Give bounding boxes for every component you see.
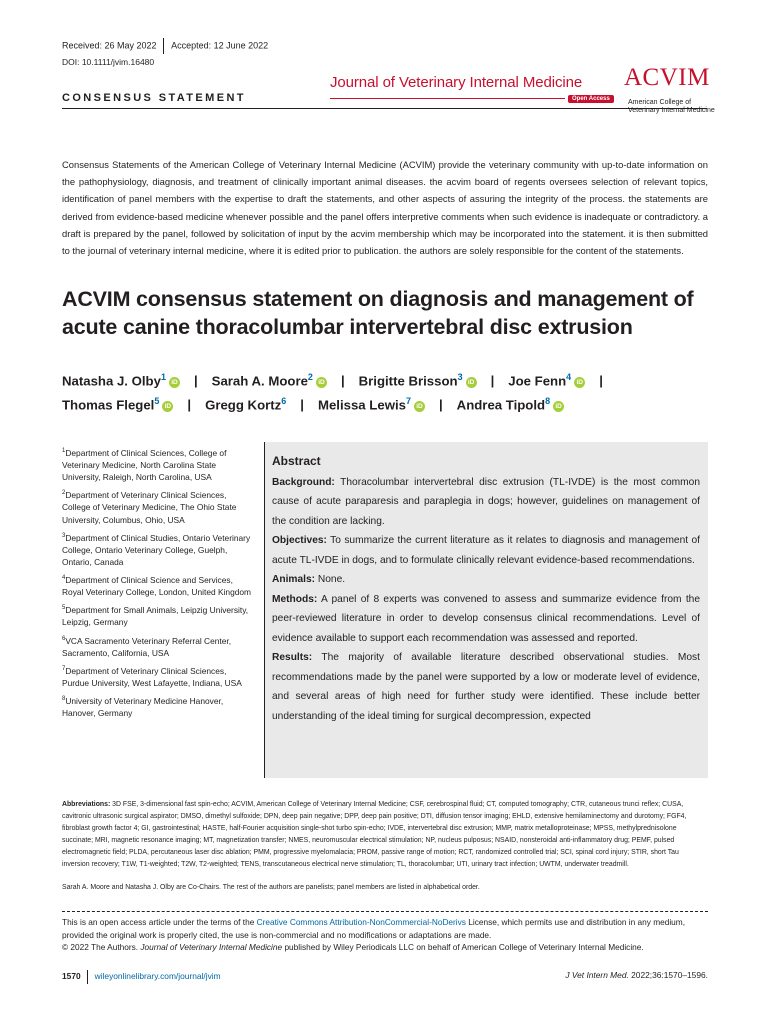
header-divider xyxy=(62,108,707,109)
author[interactable]: Gregg Kortz$^6$ xyxy=(205,396,287,413)
journal-name: Journal of Veterinary Internal Medicine xyxy=(330,74,583,91)
affiliation: $^8$University of Veterinary Medicine Hanover, Hanover, Germany xyxy=(62,695,224,719)
orcid-icon[interactable]: iD xyxy=(414,401,425,412)
author-separator: | xyxy=(193,373,198,389)
author-line-2 xyxy=(62,396,564,412)
article-title: ACVIM consensus statement on diagnosis and management of acute canine thoracolumbar intervertebral disc extrusion xyxy=(62,287,694,339)
orcid-icon[interactable]: iD xyxy=(169,377,180,388)
affiliations xyxy=(62,445,252,723)
journal-underline xyxy=(330,98,565,99)
license-notice: This is an open access article under the terms of the Creative Commons Attribution-NonCommercial-NoDerivs License, which permits use and distribution in any medium, provided the original work is properly cited, the use is non-commercial and no modifications or adaptations are made. © 2022 The Authors. Journal of Veterinary Internal Medicine published by Wiley Periodicals LLC on behalf of American College of Veterinary Internal Medicine. xyxy=(62,917,686,952)
author[interactable]: Sarah A. Moore$^2$iD xyxy=(212,372,327,388)
license-divider xyxy=(62,911,708,912)
author[interactable]: Natasha J. Olby$^1$iD xyxy=(62,372,180,388)
cochairs-note: Sarah A. Moore and Natasha J. Olby are Co-Chairs. The rest of the authors are panelists; panel members are listed in alphabetical order. xyxy=(62,884,480,891)
author-separator: | xyxy=(300,397,304,413)
abstract-background-section: Background: Thoracolumbar intervertebral disc extrusion (TL-IVDE) is the most common cause of acute paraparesis and paraplegia in dogs; however, guidelines on management of the condition are lacking. xyxy=(272,476,700,527)
author[interactable]: Thomas Flegel$^5$iD xyxy=(62,396,173,412)
author-separator: | xyxy=(438,397,443,413)
article-type: CONSENSUS STATEMENT xyxy=(62,92,246,104)
received-date: Received: 26 May 2022 xyxy=(62,40,157,51)
footer-left xyxy=(62,970,221,984)
author-separator: | xyxy=(340,373,345,389)
orcid-icon[interactable]: iD xyxy=(316,377,327,388)
abstract-methods-section: Methods: A panel of 8 experts was convened to assess and summarize evidence from the peer-reviewed literature in order to develop consensus clinical recommendations. Level of evidence available to support each recommendation was assessed and reported. xyxy=(272,593,700,644)
orcid-icon[interactable]: iD xyxy=(574,377,585,388)
footer-separator xyxy=(87,970,88,984)
consensus-intro-paragraph: Consensus Statements of the American College of Veterinary Internal Medicine (ACVIM) provide the veterinary community with up-to-date information on the pathophysiology, diagnosis, and treatment of clinically important animal diseases. the acvim board of regents oversees selection of relevant topics, identification of panel members with the expertise to draft the statements, and other aspects of assuring the integrity of the process. the statements are derived from evidence-based medicine whenever possible and the panel offers interpretive comments when such evidence is inadequate or contradictory. a draft is prepared by the panel, followed by solicitation of input by the acvim membership which may be incorporated into the statement. it is then submitted to the journal of veterinary internal medicine, where it is edited prior to publication. the authors are solely responsible for the content of the statements. xyxy=(62,159,708,257)
author-separator: | xyxy=(187,397,192,413)
abstract-results-section: Results: The majority of available literature described observational studies. Most recommendations made by the panel were supported by a low or moderate level of evidence, and several areas of high need for further study were identified. These include better understanding of the ideal timing for surgical decompression, expected xyxy=(272,652,700,722)
open-access-badge: Open Access xyxy=(568,95,614,103)
affiliation: $^6$VCA Sacramento Veterinary Referral Center, Sacramento, California, USA xyxy=(62,635,232,658)
affiliation: $^4$Department of Clinical Science and Services, Royal Veterinary College, London, United Kingdom xyxy=(62,575,252,598)
author[interactable]: Melissa Lewis$^7$iD xyxy=(318,396,425,412)
footer-citation: J Vet Intern Med. 2022;36:1570–1596. xyxy=(565,970,708,980)
page-number: 1570 xyxy=(62,971,81,982)
cc-license-link[interactable]: Creative Commons Attribution-NonCommercial-NoDerivs xyxy=(256,917,466,927)
author-separator: | xyxy=(599,373,603,389)
orcid-icon[interactable]: iD xyxy=(466,377,477,388)
abstract-objectives-section: Objectives: To summarize the current literature as it relates to diagnosis and management of acute TL-IVDE in dogs, and to formulate clinically relevant evidence-based recommendations. xyxy=(272,535,700,566)
affiliation: $^3$Department of Clinical Studies, Ontario Veterinary College, Ontario Veterinary College, Guelph, Ontario, Canada xyxy=(62,532,251,568)
abstract xyxy=(272,452,700,726)
author-line-1 xyxy=(62,372,617,388)
abstract-animals-section: Animals: None. xyxy=(272,574,346,585)
author-separator: | xyxy=(490,373,495,389)
author[interactable]: Andrea Tipold$^8$iD xyxy=(457,396,564,412)
orcid-icon[interactable]: iD xyxy=(553,401,564,412)
acvim-logo: ACVIM xyxy=(624,64,710,91)
affiliation: $^7$Department of Veterinary Clinical Sciences, Purdue University, West Lafayette, Indiana, USA xyxy=(62,665,242,688)
affiliation: $^2$Department of Veterinary Clinical Sciences, College of Veterinary Medicine, The Ohio State University, Columbus, Ohio, USA xyxy=(62,490,237,525)
article-dates xyxy=(62,38,268,54)
affiliation: $^1$Department of Clinical Sciences, College of Veterinary Medicine, North Carolina State University, Raleigh, North Carolina, USA xyxy=(62,447,227,483)
author[interactable]: Joe Fenn$^4$iD xyxy=(508,372,585,388)
abstract-heading: Abstract xyxy=(272,454,321,468)
journal-url-link[interactable]: wileyonlinelibrary.com/journal/jvim xyxy=(94,971,221,982)
abbreviations: Abbreviations: 3D FSE, 3-dimensional fast spin-echo; ACVIM, American College of Veterinary Internal Medicine; CSF, cerebrospinal fluid; CT, computed tomography; CTR, cutaneous trunci reflex; CUSA, cavitronic ultrasonic surgical aspirator; DMSO, dimethyl sulfoxide; DPN, deep pain negative; DPP, deep pain positive; DTI, diffusion tensor imaging; EHLD, extensive hemilaminectomy and durotomy; FGF4, fibroblast growth factor 4; GI, gastrointestinal; HASTE, half-Fourier acquisition single-shot turbo spin-echo; IVDE, intervertebral disc extrusion; MMP, matrix metalloproteinase; MPSS, methylprednisolone succinate; MRI, magnetic resonance imaging; MT, magnetization transfer; NMES, neuromuscular electrical stimulation; NP, nucleus pulposus; NSAID, nonsteroidal anti-inflammatory drug; PEMF, pulsed electromagnetic field; PLDA, percutaneous laser disc ablation; PMM, progressive myelomalacia; PROM, passive range of motion; RCT, randomized controlled trial; SCI, spinal cord injury; STIR, short Tau inversion recovery; T1W, T1-weighted; T2W, T2-weighted; TENS, transcutaneous electrical nerve stimulation; TL, thoracolumbar; UTI, urinary tract infection; UWTM, underwater treadmill. xyxy=(62,801,687,869)
author[interactable]: Brigitte Brisson$^3$iD xyxy=(359,372,477,388)
date-separator xyxy=(163,38,165,54)
acvim-logo-subtitle: American College of Veterinary Internal Medicine xyxy=(628,99,715,114)
orcid-icon[interactable]: iD xyxy=(162,401,173,412)
accepted-date: Accepted: 12 June 2022 xyxy=(171,40,269,51)
affiliation: $^5$Department for Small Animals, Leipzig University, Leipzig, Germany xyxy=(62,605,249,628)
abstract-left-rule xyxy=(264,442,265,778)
doi[interactable]: DOI: 10.1111/jvim.16480 xyxy=(62,57,155,67)
